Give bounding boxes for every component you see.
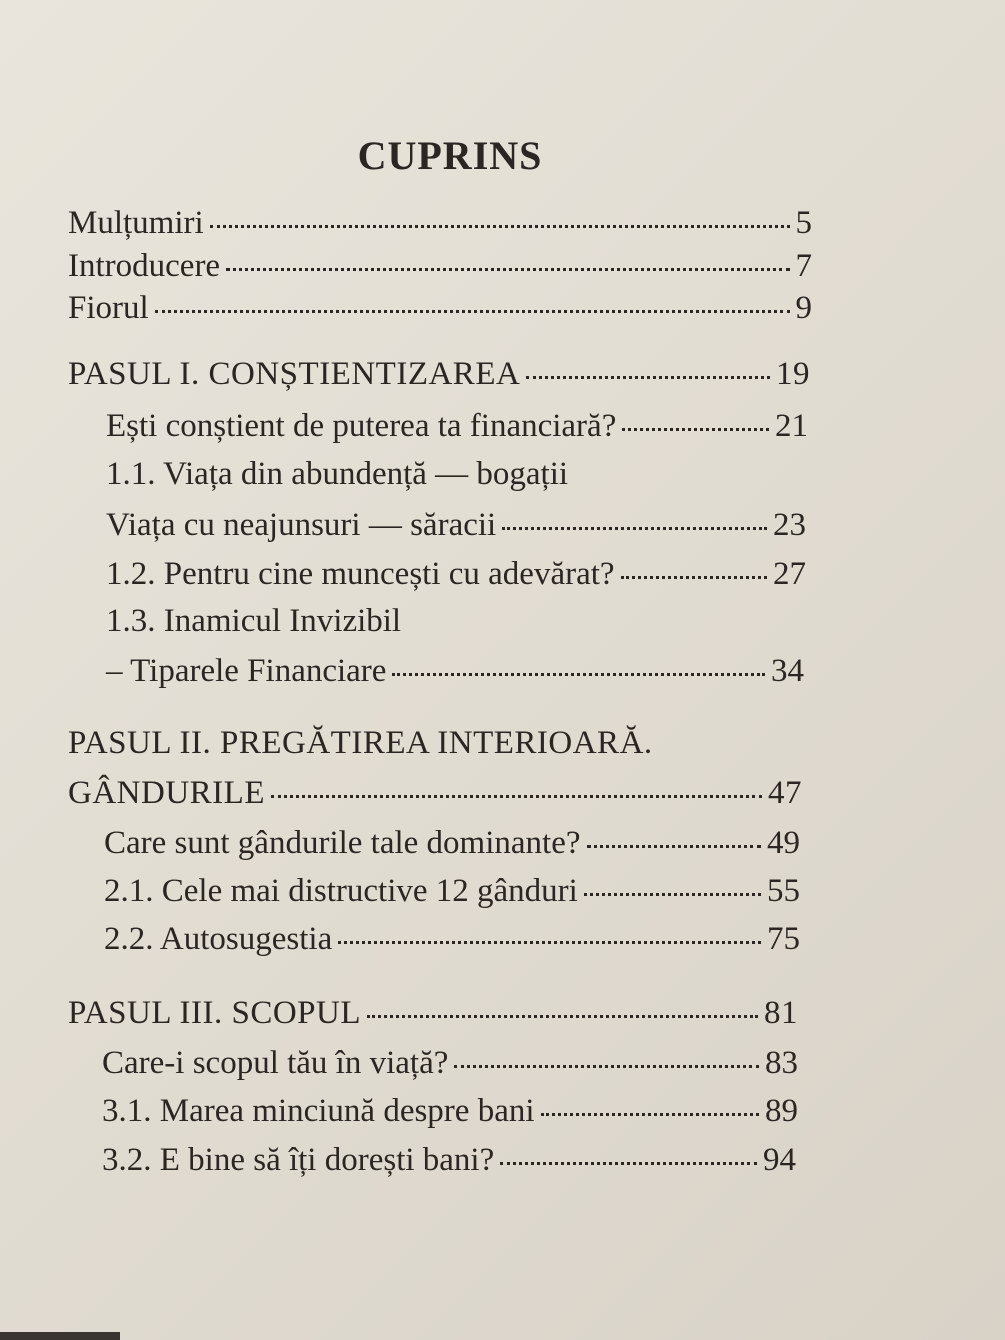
dot-leader <box>367 1015 758 1018</box>
toc-entry <box>106 408 808 445</box>
toc-entry-label: 1.1. Viața din abundență — bogații <box>106 456 569 492</box>
toc-entry-page: 47 <box>768 775 802 811</box>
dot-leader <box>155 310 790 313</box>
toc-section-label: GÂNDURILE <box>68 775 265 811</box>
dot-leader <box>454 1065 759 1068</box>
toc-entry-page: 83 <box>765 1045 798 1081</box>
toc-entry-label: Fiorul <box>68 290 149 326</box>
toc-entry-label: Care sunt gândurile tale dominante? <box>104 825 581 861</box>
dot-leader <box>587 845 761 848</box>
dot-leader <box>338 941 761 944</box>
toc-entry-label: 2.1. Cele mai distructive 12 gânduri <box>104 873 578 909</box>
toc-entry-page: 89 <box>765 1093 798 1129</box>
toc-entry-label: – Tiparele Financiare <box>106 653 387 689</box>
toc-entry <box>104 921 800 958</box>
toc-entry-label: Introducere <box>68 248 221 284</box>
toc-entry-page: 19 <box>776 356 810 392</box>
toc-entry-page: 55 <box>767 873 800 909</box>
toc-entry-label: 3.2. E bine să îți dorești bani? <box>102 1142 495 1178</box>
dot-leader <box>392 673 765 676</box>
toc-entry <box>104 825 800 862</box>
toc-entry <box>102 1142 796 1179</box>
toc-entry <box>106 556 806 593</box>
toc-entry-page: 49 <box>767 825 800 861</box>
toc-entry <box>102 1045 798 1082</box>
toc-entry-page: 75 <box>767 921 800 957</box>
dot-leader <box>622 428 769 431</box>
page-title: CUPRINS <box>357 133 543 178</box>
toc-entry-label: Ești conștient de puterea ta financiară? <box>106 408 617 444</box>
toc-entry <box>68 248 812 285</box>
toc-entry-page: 5 <box>795 205 812 241</box>
toc-entry <box>68 205 812 242</box>
dot-leader <box>500 1162 757 1165</box>
toc-entry-label: 1.3. Inamicul Invizibil <box>106 603 402 639</box>
dot-leader <box>502 527 767 530</box>
toc-entry-label: 2.2. Autosugestia <box>104 921 333 957</box>
dot-leader <box>526 376 770 379</box>
toc-section-label: PASUL I. CONȘTIENTIZAREA <box>68 356 521 392</box>
toc-entry-page: 94 <box>763 1142 796 1178</box>
dot-leader <box>271 795 762 798</box>
toc-entry-page: 7 <box>795 248 812 284</box>
toc-section <box>68 356 810 393</box>
dot-leader <box>210 225 790 228</box>
toc-entry-page: 81 <box>764 995 798 1031</box>
dot-leader <box>621 576 767 579</box>
toc-entry-page: 34 <box>771 653 804 689</box>
toc-entry <box>104 873 800 910</box>
toc-section-label: PASUL III. SCOPUL <box>68 995 362 1031</box>
toc-entry-label: 3.1. Marea minciună despre bani <box>102 1093 535 1129</box>
dot-leader <box>584 893 761 896</box>
toc-section <box>68 995 798 1032</box>
toc-entry-page: 27 <box>773 556 806 592</box>
toc-entry-label: Viața cu neajunsuri — săracii <box>106 507 497 543</box>
dot-leader <box>541 1113 759 1116</box>
toc-entry <box>68 290 812 327</box>
toc-entry <box>102 1093 798 1130</box>
toc-entry <box>106 653 804 690</box>
toc-entry-page: 9 <box>795 290 812 326</box>
toc-entry-label: Care-i scopul tău în viață? <box>102 1045 449 1081</box>
toc-section-label: PASUL II. PREGĂTIREA INTERIOARĂ. <box>68 725 653 761</box>
toc-entry <box>106 507 806 544</box>
toc-entry-label: Mulțumiri <box>68 205 204 241</box>
toc-entry-page: 21 <box>775 408 808 444</box>
toc-entry-page: 23 <box>773 507 806 543</box>
dot-leader <box>226 268 789 271</box>
toc-section <box>68 775 802 812</box>
page-corner-shadow <box>0 1332 120 1340</box>
toc-entry-label: 1.2. Pentru cine muncești cu adevărat? <box>106 556 615 592</box>
